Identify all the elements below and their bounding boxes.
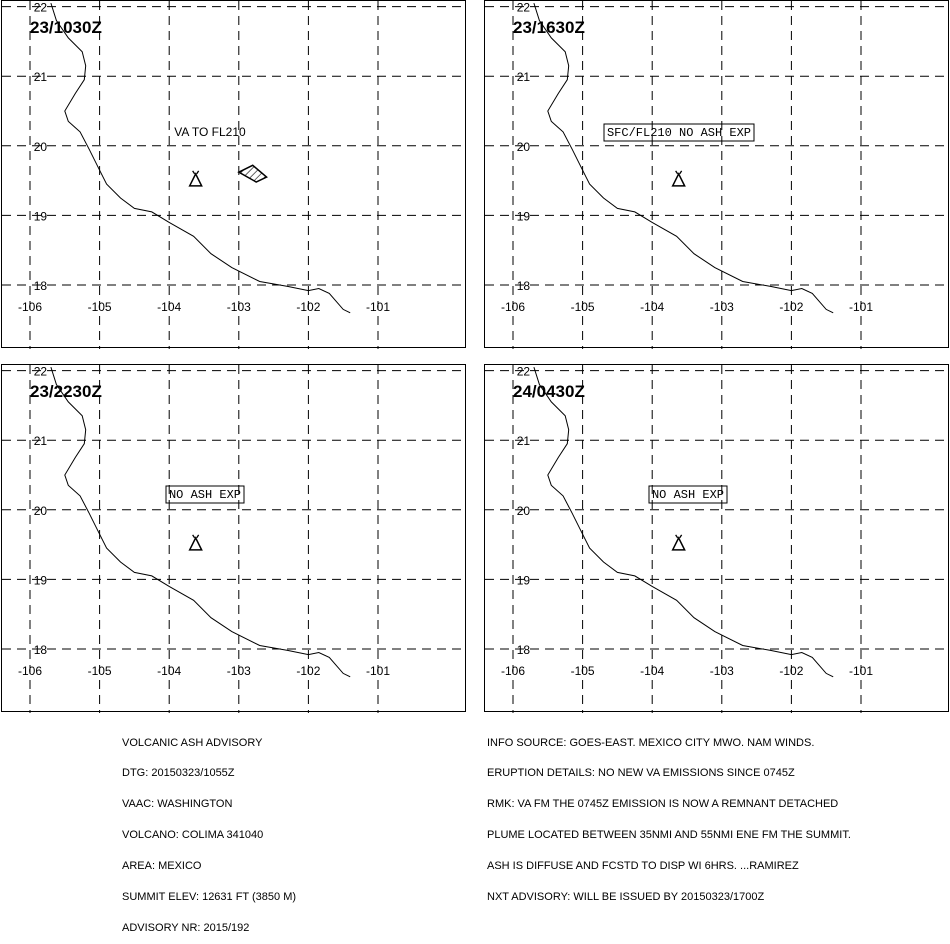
longitude-tick-label: -101 (848, 300, 874, 314)
longitude-tick-label: -102 (779, 664, 804, 678)
longitude-tick-label: -102 (296, 300, 321, 314)
footer-line: ERUPTION DETAILS: NO NEW VA EMISSIONS SINCE 0745Z (487, 767, 795, 780)
latitude-tick-label: 21 (33, 434, 48, 449)
volcano-triangle (673, 538, 685, 550)
volcano-icon (673, 171, 685, 186)
coastline (534, 367, 833, 677)
advisory-info-left (122, 717, 296, 944)
longitude-tick-label: -103 (226, 664, 251, 678)
coastline (534, 3, 833, 313)
volcano-plume (680, 535, 682, 538)
latitude-tick-label: 20 (516, 139, 531, 154)
footer-line: RMK: VA FM THE 0745Z EMISSION IS NOW A REMNANT DETACHED (487, 798, 839, 811)
latitude-tick-label: 18 (33, 279, 48, 293)
latitude-tick-label: 22 (33, 0, 48, 15)
longitude-tick-label: -101 (848, 664, 874, 678)
panel-time: 23/2230Z (30, 382, 102, 401)
latitude-tick-label: 22 (33, 364, 48, 379)
volcano-plume (197, 535, 199, 538)
footer-line: PLUME LOCATED BETWEEN 35NMI AND 55NMI ENE FM THE SUMMIT. (487, 829, 851, 842)
volcano-triangle (190, 174, 202, 186)
longitude-tick-label: -102 (779, 300, 804, 314)
longitude-tick-label: -104 (640, 664, 665, 678)
footer-line: AREA: MEXICO (122, 860, 202, 873)
panel-time: 23/1030Z (30, 18, 102, 37)
volcano-plume (676, 171, 678, 174)
forecast-panel (1, 364, 466, 712)
latitude-tick-label: 19 (33, 573, 48, 588)
volcano-plume (193, 171, 195, 174)
latitude-tick-label: 20 (33, 139, 48, 154)
longitude-tick-label: -104 (157, 664, 182, 678)
latitude-tick-label: 19 (33, 209, 48, 224)
panel-time: 24/0430Z (513, 382, 585, 401)
latitude-tick-label: 18 (33, 643, 48, 657)
ash-label: VA TO FL210 (174, 125, 246, 139)
longitude-tick-label: -106 (500, 300, 526, 314)
latitude-tick-label: 21 (516, 434, 531, 449)
volcano-icon (190, 171, 202, 186)
volcano-triangle (190, 538, 202, 550)
panel-time: 23/1630Z (513, 18, 585, 37)
map-canvas (485, 365, 950, 713)
footer-line: VAAC: WASHINGTON (122, 798, 233, 811)
latitude-tick-label: 22 (516, 0, 531, 15)
footer-line: NXT ADVISORY: WILL BE ISSUED BY 20150323/1700Z (487, 891, 765, 904)
map-canvas (485, 1, 950, 349)
longitude-tick-label: -101 (365, 664, 391, 678)
longitude-tick-label: -105 (570, 300, 595, 314)
map-canvas (2, 1, 467, 349)
latitude-tick-label: 19 (516, 209, 531, 224)
longitude-tick-label: -104 (640, 300, 665, 314)
ash-polygon (239, 165, 267, 182)
longitude-tick-label: -105 (570, 664, 595, 678)
latitude-tick-label: 19 (516, 573, 531, 588)
coastline (51, 367, 350, 677)
footer-line: ADVISORY NR: 2015/192 (122, 921, 250, 934)
longitude-tick-label: -101 (365, 300, 391, 314)
ash-label: SFC/FL210 NO ASH EXP (606, 126, 752, 140)
longitude-tick-label: -103 (709, 300, 734, 314)
volcano-plume (676, 535, 678, 538)
longitude-tick-label: -104 (157, 300, 182, 314)
map-canvas (2, 365, 467, 713)
volcano-icon (190, 535, 202, 550)
longitude-tick-label: -103 (709, 664, 734, 678)
latitude-tick-label: 21 (516, 70, 531, 85)
longitude-tick-label: -103 (226, 300, 251, 314)
forecast-panel (1, 0, 466, 348)
longitude-tick-label: -105 (87, 300, 112, 314)
longitude-tick-label: -105 (87, 664, 112, 678)
longitude-tick-label: -102 (296, 664, 321, 678)
forecast-panel (484, 0, 949, 348)
footer-line: DTG: 20150323/1055Z (122, 767, 235, 780)
footer-line: VOLCANO: COLIMA 341040 (122, 829, 264, 842)
forecast-panel (484, 364, 949, 712)
footer-line: INFO SOURCE: GOES-EAST. MEXICO CITY MWO. NAM WINDS. (487, 736, 815, 749)
volcano-plume (197, 171, 199, 174)
coastline (51, 3, 350, 313)
latitude-tick-label: 20 (516, 503, 531, 518)
footer-line: ASH IS DIFFUSE AND FCSTD TO DISP WI 6HRS. ...RAMIREZ (487, 860, 799, 873)
volcano-triangle (673, 174, 685, 186)
ash-label: NO ASH EXP (651, 488, 725, 502)
ash-label: NO ASH EXP (168, 488, 242, 502)
volcano-icon (673, 535, 685, 550)
footer-line: SUMMIT ELEV: 12631 FT (3850 M) (122, 891, 297, 904)
longitude-tick-label: -106 (17, 300, 43, 314)
volcano-plume (680, 171, 682, 174)
latitude-tick-label: 18 (516, 279, 531, 293)
latitude-tick-label: 18 (516, 643, 531, 657)
advisory-info-right (487, 717, 851, 913)
longitude-tick-label: -106 (17, 664, 43, 678)
footer-line: VOLCANIC ASH ADVISORY (122, 736, 263, 749)
volcano-plume (193, 535, 195, 538)
latitude-tick-label: 20 (33, 503, 48, 518)
latitude-tick-label: 21 (33, 70, 48, 85)
latitude-tick-label: 22 (516, 364, 531, 379)
longitude-tick-label: -106 (500, 664, 526, 678)
